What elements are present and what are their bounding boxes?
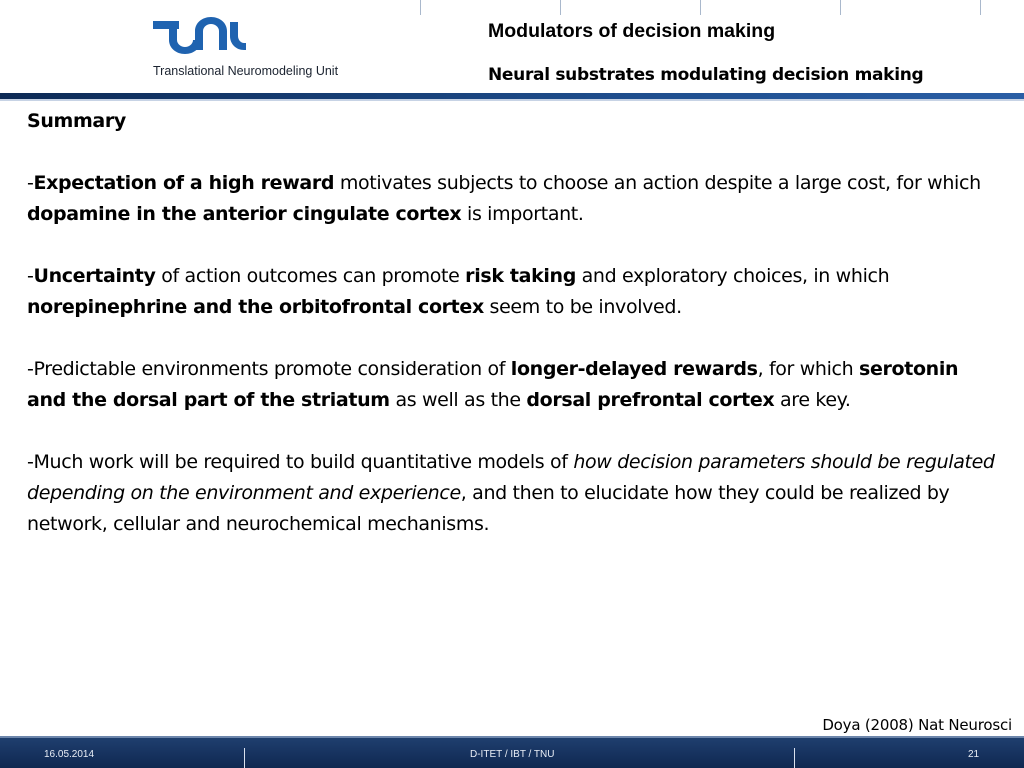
tick-mark [560,0,561,15]
bullet-predictable [27,354,1002,416]
body-text: of action outcomes can promote [155,265,466,287]
emphasis-text: risk taking [465,265,576,287]
body-text: motivates subjects to choose an action despite a large cost, for which [334,172,981,194]
emphasis-text: serotonin and the dorsal part of the striatum [27,358,959,411]
bullet-dash: - [27,172,34,194]
slide-body [27,106,1002,540]
body-text: as well as the [389,389,527,411]
slide-subtitle: Neural substrates modulating decision making [488,65,924,85]
summary-heading: Summary [27,110,126,132]
emphasis-text: norepinephrine and the orbitofrontal cortex [27,296,484,318]
body-text: -Predictable environments promote consideration of [27,358,511,380]
bullet-future-work [27,447,1002,540]
header-divider-shadow [0,99,1024,101]
body-text: and exploratory choices, in which [575,265,890,287]
bullet-reward [27,168,1002,230]
bullet-uncertainty [27,261,1002,323]
tick-mark [980,0,981,15]
emphasis-text: Expectation of a high reward [33,172,335,194]
italic-text: how decision parameters should be regulated depending on the environment and experience [27,451,995,504]
emphasis-text: dorsal prefrontal cortex [526,389,775,411]
emphasis-text: longer-delayed rewards [510,358,758,380]
tick-mark [700,0,701,15]
tick-mark [840,0,841,15]
citation: Doya (2008) Nat Neurosci [822,716,1012,734]
slide-title: Modulators of decision making [488,20,776,42]
body-text: , and then to elucidate how they could be realized by network, cellular and neurochemical mechanisms. [27,482,950,535]
footer-bar [0,738,1024,768]
tnu-logo [150,12,365,82]
body-text: seem to be involved. [483,296,682,318]
emphasis-text: Uncertainty [33,265,156,287]
bullet-dash: - [27,265,34,287]
tnu-logo-mark-icon [150,12,250,58]
footer-department: D-ITET / IBT / TNU [470,749,555,760]
body-text: is important. [461,203,584,225]
tick-mark [420,0,421,15]
footer-page-number: 21 [968,749,980,760]
body-text: , for which [757,358,859,380]
footer-separator [244,748,245,768]
logo-text: Translational Neuromodeling Unit [153,64,339,78]
footer-date: 16.05.2014 [44,749,95,760]
body-text: are key. [774,389,851,411]
emphasis-text: dopamine in the anterior cingulate cortex [27,203,462,225]
footer-separator [794,748,795,768]
body-text: -Much work will be required to build quantitative models of [27,451,574,473]
